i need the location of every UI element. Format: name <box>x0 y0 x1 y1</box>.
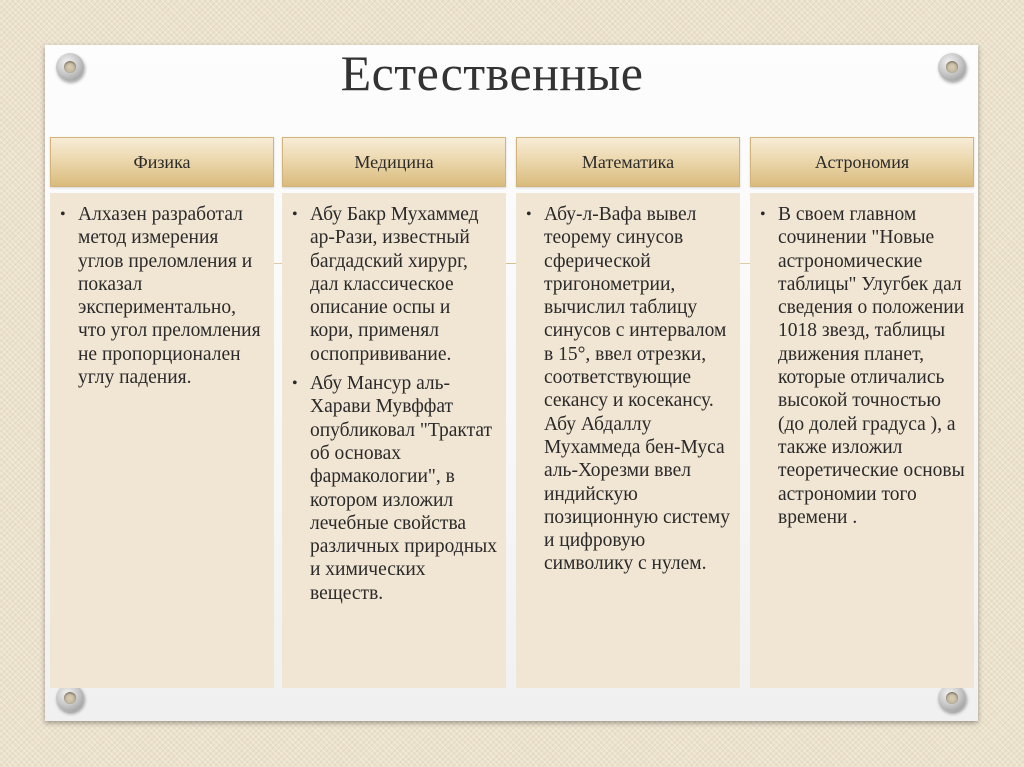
list-item: • Абу-л-Вафа вывел теорему синусов сферической тригонометрии, вычислил таблицу синусов с интервалом в 15°, ввел отрезки, соответствующие секансу и косекансу. Абу Абдаллу Мухаммеда бен-Муса аль-Хорезми ввел индийскую позиционную систему и цифровую символику с нулем. <box>526 204 731 575</box>
grommet-icon <box>938 684 966 712</box>
list-item: • Абу Бакр Мухаммед ар-Рази, известный багдадский хирург, дал классическое описание оспы и кори, применял оспопрививание. <box>292 204 479 365</box>
column-body <box>516 193 740 688</box>
bullet-icon: • <box>292 206 298 223</box>
column-mathematics <box>516 137 740 688</box>
bullet-icon: • <box>60 206 66 223</box>
column-astronomy <box>750 137 974 688</box>
list-item: • В своем главном сочинении "Новые астрономические таблицы" Улугбек дал сведения о положении 1018 звезд, таблицы движения планет, которые отличались высокой точностью (до долей градуса ), а также изложил теоретические основы астрономии того времени . <box>760 204 965 528</box>
column-body <box>750 193 974 688</box>
column-body <box>50 193 274 688</box>
bullet-icon: • <box>760 206 766 223</box>
list-item: • Алхазен разработал метод измерения углов преломления и показал экспериментально, что угол преломления не пропорционален углу падения. <box>60 204 261 389</box>
list-item: • Абу Мансур аль-Харави Мувффат опубликовал "Трактат об основах фармакологии", в котором изложил лечебные свойства различных природных и химических веществ. <box>292 373 498 604</box>
column-heading: Медицина <box>282 137 506 187</box>
column-heading: Математика <box>516 137 740 187</box>
column-body <box>282 193 506 688</box>
column-medicine <box>282 137 506 688</box>
bullet-icon: • <box>292 375 298 393</box>
column-heading: Физика <box>50 137 274 187</box>
column-physics <box>50 137 274 688</box>
bullet-icon: • <box>526 206 532 223</box>
slide-title: Естественные <box>340 45 644 101</box>
grommet-icon <box>56 684 84 712</box>
column-heading: Астрономия <box>750 137 974 187</box>
